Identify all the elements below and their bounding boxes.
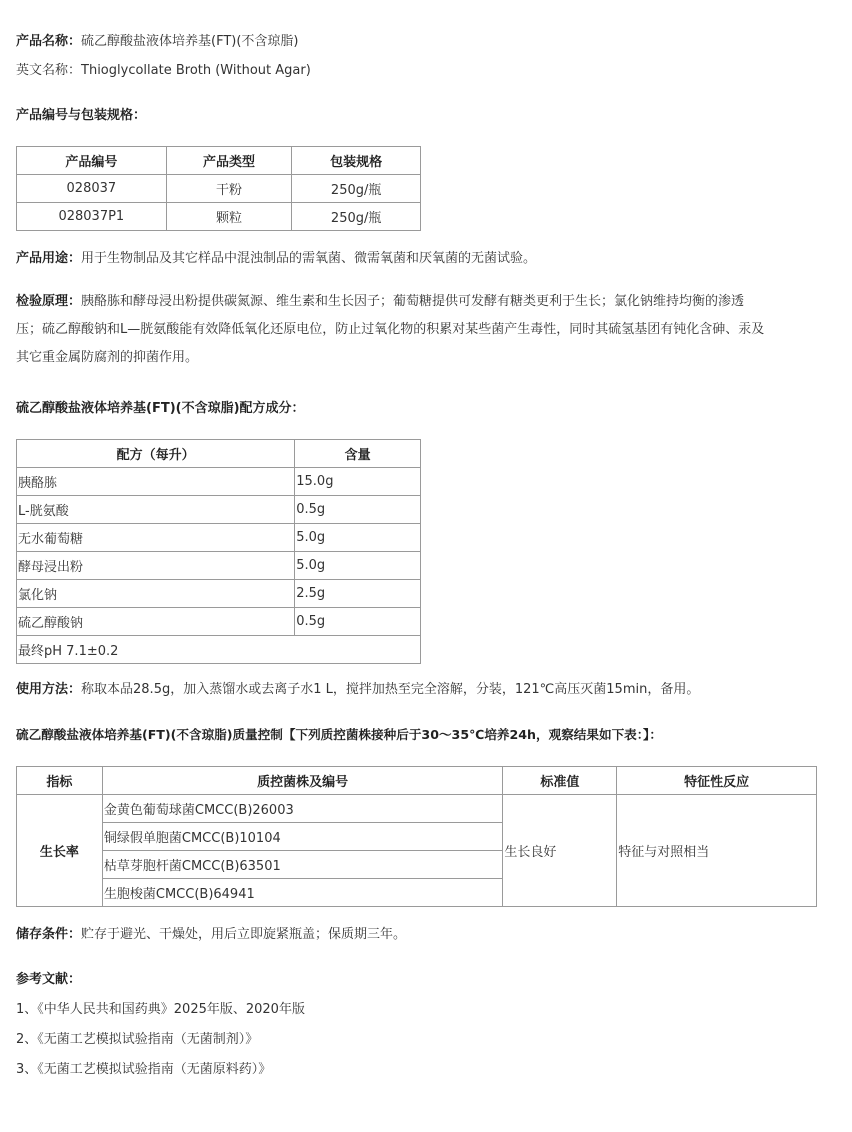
- qc-strain-cell: 金黄色葡萄球菌CMCC(B)26003: [102, 795, 503, 823]
- table-row: [17, 608, 421, 636]
- table-row: [17, 636, 421, 664]
- spec-cell-type: 颗粒: [166, 203, 292, 231]
- formula-ingredient: 无水葡萄糖: [17, 524, 295, 552]
- spec-header-type: 产品类型: [166, 147, 292, 175]
- storage-text: 贮存于避光、干燥处，用后立即旋紧瓶盖；保质期三年。: [81, 927, 407, 942]
- usage-label: 产品用途：: [16, 251, 82, 266]
- formula-ingredient: L-胱氨酸: [17, 496, 295, 524]
- qc-header-indicator: 指标: [17, 767, 103, 795]
- qc-table: [16, 766, 817, 907]
- table-row: [17, 203, 421, 231]
- storage-line: [16, 925, 406, 945]
- qc-header-reaction: 特征性反应: [617, 767, 817, 795]
- references-heading: 参考文献：: [16, 972, 82, 987]
- formula-ingredient: 氯化钠: [17, 580, 295, 608]
- formula-final-ph: 最终pH 7.1±0.2: [17, 636, 421, 664]
- formula-ingredient: 酵母浸出粉: [17, 552, 295, 580]
- qc-heading: 硫乙醇酸盐液体培养基(FT)(不含琼脂)质量控制【下列质控菌株接种后于30～35℃培养24h，观察结果如下表：】：: [16, 727, 662, 742]
- spec-header-code: 产品编号: [17, 147, 167, 175]
- qc-indicator-cell: 生长率: [17, 795, 103, 907]
- reference-item: 2、《无菌工艺模拟试验指南（无菌制剂）》: [16, 1032, 259, 1047]
- formula-amount: 2.5g: [295, 580, 421, 608]
- formula-amount: 15.0g: [295, 468, 421, 496]
- spec-heading: 产品编号与包装规格：: [16, 108, 147, 123]
- spec-cell-package: 250g/瓶: [292, 203, 421, 231]
- formula-header-amount: 含量: [295, 440, 421, 468]
- english-name-value: Thioglycollate Broth (Without Agar): [81, 63, 311, 78]
- reference-item: 3、《无菌工艺模拟试验指南（无菌原料药）》: [16, 1062, 272, 1077]
- spec-cell-code: 028037P1: [17, 203, 167, 231]
- storage-label: 储存条件：: [16, 927, 82, 942]
- qc-header-strain: 质控菌株及编号: [102, 767, 503, 795]
- formula-amount: 5.0g: [295, 524, 421, 552]
- spec-cell-code: 028037: [17, 175, 167, 203]
- usage-text: 用于生物制品及其它样品中混浊制品的需氧菌、微需氧菌和厌氧菌的无菌试验。: [81, 251, 537, 266]
- qc-header-standard: 标准值: [503, 767, 617, 795]
- table-row: [17, 468, 421, 496]
- qc-strain-cell: 生胞梭菌CMCC(B)64941: [102, 879, 503, 907]
- formula-amount: 0.5g: [295, 608, 421, 636]
- spec-table: [16, 146, 421, 231]
- table-row: [17, 175, 421, 203]
- usage-line: [16, 249, 536, 269]
- formula-table: [16, 439, 421, 664]
- table-row: [17, 795, 817, 823]
- method-text: 称取本品28.5g，加入蒸馏水或去离子水1 L，搅拌加热至完全溶解，分装，121℃高压灭菌15min，备用。: [81, 682, 700, 697]
- principle-line-1: 胰酪胨和酵母浸出粉提供碳氮源、维生素和生长因子；葡萄糖提供可发酵有糖类更利于生长；氯化钠维持均衡的渗透: [81, 294, 745, 309]
- qc-standard-cell: 生长良好: [503, 795, 617, 907]
- table-row: [17, 496, 421, 524]
- formula-ingredient: 胰酪胨: [17, 468, 295, 496]
- method-label: 使用方法：: [16, 682, 82, 697]
- english-name-line: [16, 61, 311, 81]
- spec-header-package: 包装规格: [292, 147, 421, 175]
- table-row: [17, 552, 421, 580]
- formula-header-recipe: 配方（每升）: [17, 440, 295, 468]
- table-row: [17, 524, 421, 552]
- qc-table-header-row: [17, 767, 817, 795]
- formula-ingredient: 硫乙醇酸钠: [17, 608, 295, 636]
- qc-strain-cell: 枯草芽胞杆菌CMCC(B)63501: [102, 851, 503, 879]
- principle-line-3: 其它重金属防腐剂的抑菌作用。: [16, 350, 199, 365]
- principle-line-2: 压；硫乙醇酸钠和L—胱氨酸能有效降低氧化还原电位，防止过氧化物的积累对某些菌产生毒性，同时其硫氢基团有钝化含砷、汞及: [16, 322, 765, 337]
- table-row: [17, 580, 421, 608]
- english-name-label: 英文名称：: [16, 63, 82, 78]
- spec-cell-type: 干粉: [166, 175, 292, 203]
- formula-heading: 硫乙醇酸盐液体培养基(FT)(不含琼脂)配方成分：: [16, 401, 305, 416]
- product-name-line: [16, 32, 299, 52]
- formula-table-header-row: [17, 440, 421, 468]
- product-name-label: 产品名称：: [16, 34, 82, 49]
- formula-amount: 0.5g: [295, 496, 421, 524]
- formula-amount: 5.0g: [295, 552, 421, 580]
- method-line: [16, 680, 699, 700]
- spec-cell-package: 250g/瓶: [292, 175, 421, 203]
- product-name-value: 硫乙醇酸盐液体培养基(FT)(不含琼脂): [81, 34, 299, 49]
- qc-reaction-cell: 特征与对照相当: [617, 795, 817, 907]
- qc-strain-cell: 铜绿假单胞菌CMCC(B)10104: [102, 823, 503, 851]
- principle-label: 检验原理：: [16, 294, 82, 309]
- reference-item: 1、《中华人民共和国药典》2025年版、2020年版: [16, 1002, 305, 1017]
- principle-paragraph: [16, 288, 824, 372]
- spec-table-header-row: [17, 147, 421, 175]
